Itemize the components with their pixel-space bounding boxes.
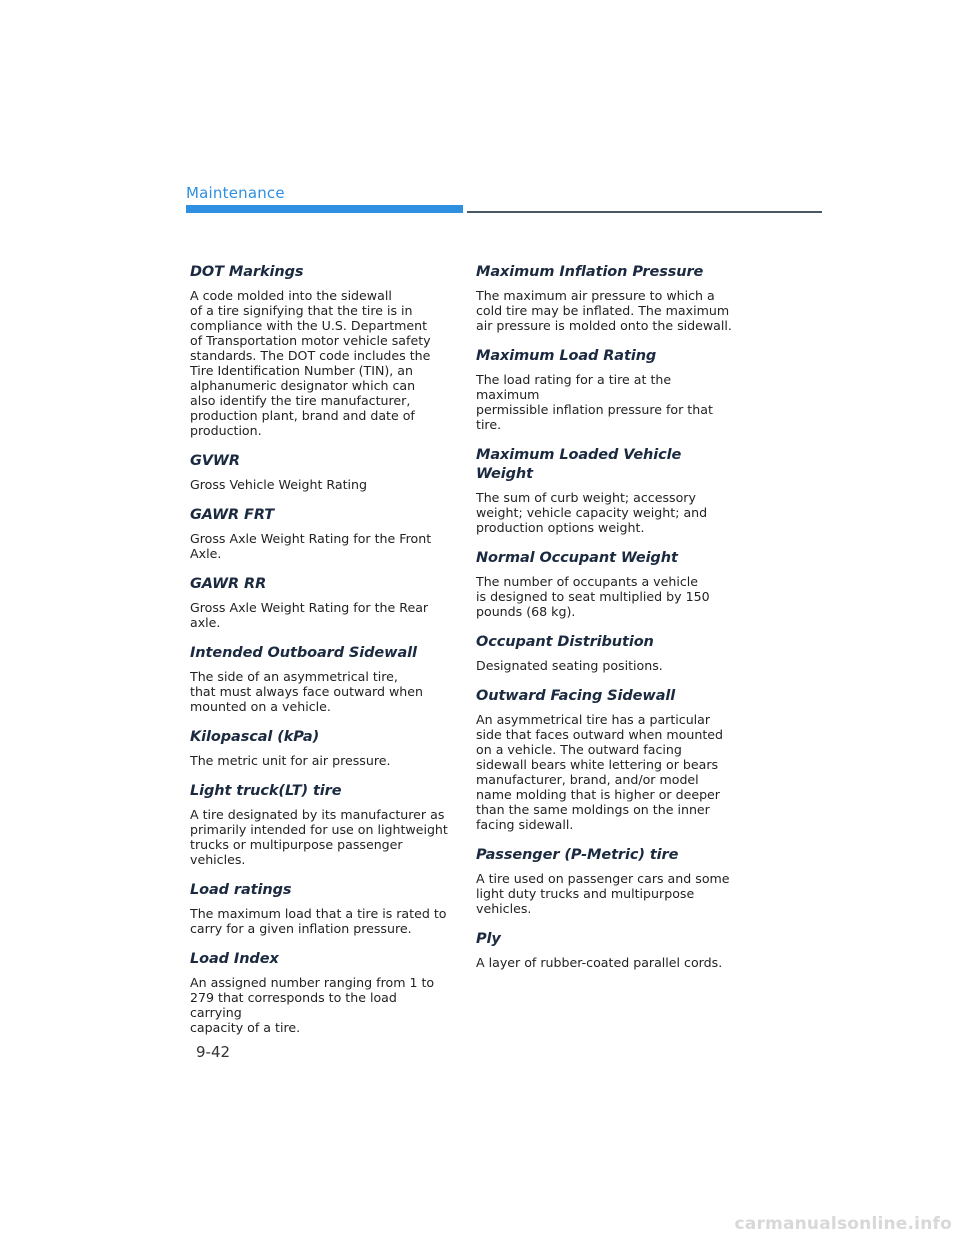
definition-line: A tire used on passenger cars and some [476,871,730,886]
definition-line: facing sidewall. [476,817,574,832]
definition-line: The load rating for a tire at the maximum [476,372,672,402]
definition-line: on a vehicle. The outward facing [476,742,682,757]
definition-line: The metric unit for air pressure. [190,753,391,768]
definition-line: The maximum air pressure to which a [476,288,715,303]
definition-line: carry for a given inflation pressure. [190,921,412,936]
glossary-definition [190,531,452,561]
definition-line: production plant, brand and date of [190,408,415,423]
glossary-term: Light truck(LT) tire [190,783,342,799]
glossary-entry [190,506,452,561]
page-number: 9-42 [196,1043,231,1061]
glossary-term: GVWR [190,453,240,469]
glossary-term: Normal Occupant Weight [476,550,678,566]
header-rule-accent [186,205,463,213]
definition-line: alphanumeric designator which can [190,378,416,393]
definition-line: vehicles. [476,901,532,916]
glossary-entry [476,263,738,333]
definition-line: compliance with the U.S. Department [190,318,428,333]
definition-line: primarily intended for use on lightweight [190,822,448,837]
glossary-definition [190,288,452,438]
definition-line: Designated seating positions. [476,658,663,673]
definition-line: An asymmetrical tire has a particular [476,712,711,727]
glossary-term: Kilopascal (kPa) [190,729,320,745]
glossary-entry [476,633,738,673]
glossary-term: GAWR FRT [190,507,275,523]
glossary-entry [190,644,452,714]
definition-line: sidewall bears white lettering or bears [476,757,719,772]
glossary-entry [190,728,452,768]
definition-line: production. [190,423,262,438]
definition-line: also identify the tire manufacturer, [190,393,411,408]
definition-line: A code molded into the sidewall [190,288,392,303]
definition-line: air pressure is molded onto the sidewall. [476,318,732,333]
definition-line: of a tire signifying that the tire is in [190,303,413,318]
left-column [190,263,452,1049]
glossary-definition [190,600,452,630]
glossary-entry [476,930,738,970]
glossary-definition [190,669,452,714]
glossary-entry [190,950,452,1035]
glossary-term: Load Index [190,951,279,967]
definition-line: of Transportation motor vehicle safety [190,333,431,348]
glossary-entry [476,687,738,832]
glossary-definition [476,574,738,619]
definition-line: name molding that is higher or deeper [476,787,720,802]
definition-line: A layer of rubber-coated parallel cords. [476,955,723,970]
glossary-definition [476,288,738,333]
glossary-term: Ply [476,931,501,947]
definition-line: Gross Axle Weight Rating for the Rear [190,600,429,615]
definition-line: weight; vehicle capacity weight; and [476,505,708,520]
watermark: carmanualsonline.info [734,1214,952,1234]
glossary-term: Load ratings [190,882,292,898]
definition-line: Gross Vehicle Weight Rating [190,477,368,492]
definition-line: pounds (68 kg). [476,604,576,619]
glossary-entry [190,452,452,492]
definition-line: is designed to seat multiplied by 150 [476,589,710,604]
glossary-term: Occupant Distribution [476,634,654,650]
glossary-term: DOT Markings [190,264,304,280]
definition-line: standards. The DOT code includes the [190,348,431,363]
glossary-definition [476,490,738,535]
definition-line: manufacturer, brand, and/or model [476,772,699,787]
glossary-definition [190,477,452,492]
definition-line: The side of an asymmetrical tire, [190,669,398,684]
definition-line: An assigned number ranging from 1 to [190,975,435,990]
glossary-entry [476,846,738,916]
definition-line: permissible inflation pressure for that [476,402,713,417]
definition-line: The sum of curb weight; accessory [476,490,696,505]
glossary-definition [190,906,452,936]
definition-line: capacity of a tire. [190,1020,301,1035]
glossary-definition [476,712,738,832]
definition-line: than the same moldings on the inner [476,802,710,817]
definition-line: 279 that corresponds to the load carrying [190,990,397,1020]
definition-line: production options weight. [476,520,645,535]
glossary-term: Maximum Inflation Pressure [476,264,704,280]
definition-line: The maximum load that a tire is rated to [190,906,447,921]
definition-line: cold tire may be inflated. The maximum [476,303,730,318]
definition-line: side that faces outward when mounted [476,727,723,742]
glossary-definition [476,658,738,673]
glossary-entry [190,782,452,867]
glossary-entry [190,575,452,630]
definition-line: tire. [476,417,502,432]
glossary-definition [476,372,738,432]
glossary-term: Maximum Load Rating [476,348,657,364]
right-column [476,263,738,984]
glossary-term: Outward Facing Sidewall [476,688,676,704]
definition-line: A tire designated by its manufacturer as [190,807,445,822]
glossary-definition [190,753,452,768]
definition-line: trucks or multipurpose passenger [190,837,403,852]
definition-line: axle. [190,615,221,630]
glossary-term: GAWR RR [190,576,267,592]
definition-line: Tire Identification Number (TIN), an [190,363,413,378]
definition-line: Axle. [190,546,222,561]
header-rule [467,211,822,213]
section-title: Maintenance [186,184,285,202]
glossary-entry [476,347,738,432]
definition-line: mounted on a vehicle. [190,699,331,714]
glossary-definition [190,807,452,867]
glossary-term: Maximum Loaded Vehicle Weight [476,447,682,482]
glossary-entry [476,446,738,535]
glossary-term: Intended Outboard Sidewall [190,645,417,661]
definition-line: vehicles. [190,852,246,867]
glossary-definition [476,871,738,916]
definition-line: Gross Axle Weight Rating for the Front [190,531,432,546]
glossary-definition [190,975,452,1035]
definition-line: light duty trucks and multipurpose [476,886,695,901]
glossary-entry [190,263,452,438]
definition-line: The number of occupants a vehicle [476,574,699,589]
glossary-definition [476,955,738,970]
definition-line: that must always face outward when [190,684,424,699]
glossary-term: Passenger (P-Metric) tire [476,847,679,863]
glossary-entry [190,881,452,936]
glossary-entry [476,549,738,619]
